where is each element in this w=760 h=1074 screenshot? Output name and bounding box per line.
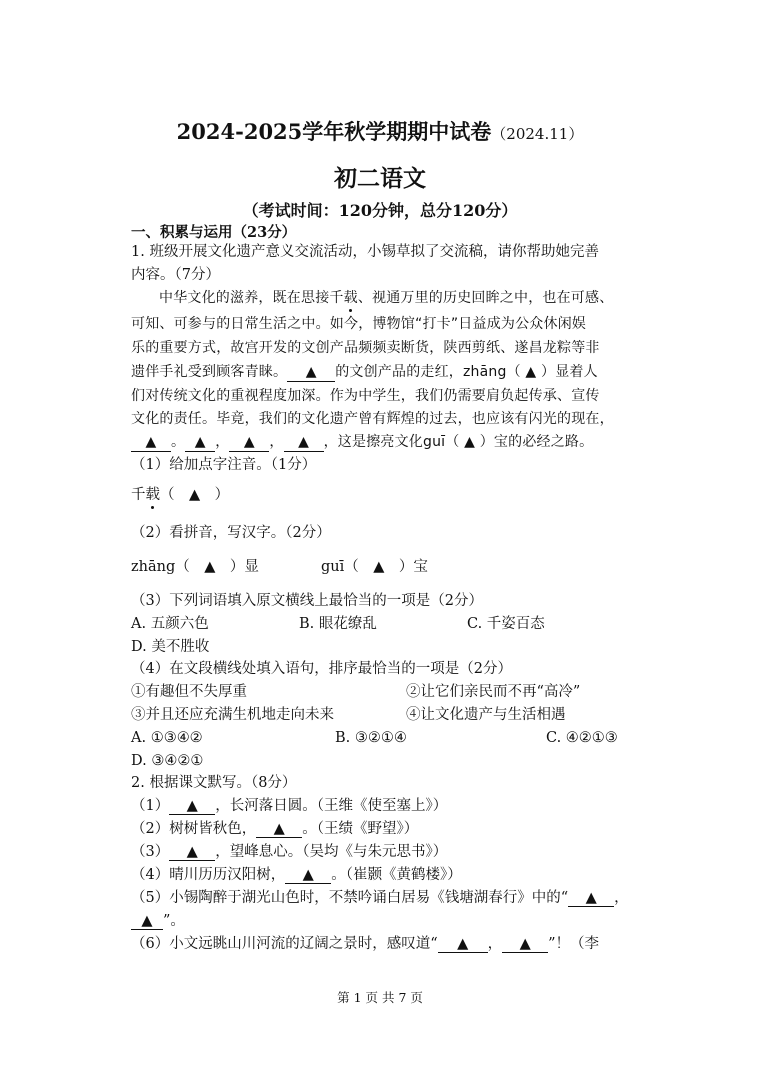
- q2-line-2: （2）树树皆秋色， ▲ 。（王绩《野望》）: [131, 820, 419, 837]
- exam-info: （考试时间：120分钟，总分120分）: [242, 201, 518, 220]
- answer-blank[interactable]: ▲: [568, 889, 614, 907]
- q1-sub4-item-4: ④让文化遗产与生活相遇: [406, 707, 566, 723]
- q1-sub4-item-1: ①有趣但不失厚重: [131, 684, 247, 700]
- page-footer: 第 1 页 共 7 页: [337, 990, 423, 1005]
- q1-sub3: （3）下列词语填入原文横线上最恰当的一项是（2分）: [131, 593, 483, 609]
- q1-sub4: （4）在文段横线处填入语句，排序最恰当的一项是（2分）: [131, 661, 512, 677]
- exam-title: [0, 116, 760, 146]
- answer-blank[interactable]: ▲: [169, 843, 215, 861]
- answer-blank[interactable]: ▲: [169, 797, 215, 815]
- q1-sub4-item-2: ②让它们亲民而不再“高冷”: [406, 684, 581, 700]
- q1-intro-line1: 1. 班级开展文化遗产意义交流活动，小锡草拟了交流稿，请你帮助她完善: [131, 244, 599, 260]
- q2-line-1: （1） ▲ ，长河落日圆。（王维《使至塞上》）: [131, 797, 448, 814]
- passage-line-2: 可知、可参与的日常生活之中。如今，博物馆“打卡”日益成为公众休闲娱: [131, 316, 587, 332]
- answer-blank[interactable]: ▲: [256, 820, 302, 838]
- q1-sub3-option-d[interactable]: D. 美不胜收: [131, 639, 210, 655]
- q2-intro: 2. 根据课文默写。（8分）: [131, 775, 297, 791]
- exam-subject: 初二语文: [334, 165, 426, 192]
- q2-line-5-cont: ▲ ”。: [131, 911, 185, 931]
- q1-sub4-option-c[interactable]: C. ④②①③: [546, 730, 618, 746]
- exam-title-text: 2024-2025学年秋学期期中试卷: [176, 119, 492, 144]
- q1-intro-line2: 内容。（7分）: [131, 267, 220, 283]
- q1-sub3-option-b[interactable]: B. 眼花缭乱: [299, 616, 377, 632]
- q1-sub3-option-c[interactable]: C. 千姿百态: [467, 616, 545, 632]
- answer-blank[interactable]: ▲: [285, 866, 331, 884]
- passage-line-6: 文化的责任。毕竟，我们的文化遗产曾有辉煌的过去，也应该有闪光的现在，: [131, 411, 614, 427]
- q1-sub1: （1）给加点字注音。（1分）: [131, 457, 317, 473]
- q2-line-6: （6）小文远眺山川河流的辽阔之景时，感叹道“ ▲ ， ▲ ”！（李: [131, 935, 600, 952]
- exam-date: （2024.11）: [491, 125, 584, 143]
- q1-sub4-item-3: ③并且还应充满生机地走向未来: [131, 707, 334, 723]
- answer-blank[interactable]: ▲: [131, 912, 163, 930]
- q1-sub2: （2）看拼音，写汉字。（2分）: [131, 525, 331, 541]
- q1-sub2-pinyin-a: zhāng（ ▲ ）显: [131, 559, 259, 575]
- answer-blank[interactable]: ▲: [284, 434, 324, 452]
- q1-sub2-pinyin-b: guī（ ▲ ）宝: [321, 559, 428, 575]
- answer-blank[interactable]: ▲: [229, 434, 269, 452]
- passage-line-4: 遗伴手礼受到顾客青睐。 ▲ 的文创产品的走红，zhāng（ ▲ ）显着人: [131, 364, 598, 380]
- passage-line-5: 们对传统文化的重视程度加深。作为中学生，我们仍需要肩负起传承、宣传: [131, 388, 600, 404]
- dotted-char: 载: [343, 290, 358, 306]
- q2-line-5: （5）小锡陶醉于湖光山色时，不禁吟诵白居易《钱塘湖春行》中的“ ▲ ，: [131, 889, 629, 906]
- q1-sub3-option-a[interactable]: A. 五颜六色: [131, 616, 209, 632]
- q2-line-3: （3） ▲ ，望峰息心。（吴均《与朱元思书》）: [131, 843, 448, 860]
- passage-line-7: ▲ 。 ▲ ， ▲ ， ▲ ，这是擦亮文化guī（ ▲ ）宝的必经之路。: [131, 432, 593, 452]
- dotted-char: 载: [145, 487, 160, 503]
- answer-blank[interactable]: ▲: [185, 434, 215, 452]
- q1-sub1-answer: 千载（ ▲ ）: [131, 487, 230, 503]
- answer-blank[interactable]: ▲: [131, 434, 171, 452]
- answer-blank[interactable]: ▲: [287, 364, 335, 382]
- answer-blank[interactable]: ▲: [502, 935, 548, 953]
- passage-line-1: 中华文化的滋养，既在思接千载、视通万里的历史回眸之中，也在可感、: [159, 290, 614, 306]
- section-heading: 一、积累与运用（23分）: [131, 224, 297, 241]
- q1-sub4-option-a[interactable]: A. ①③④②: [131, 730, 203, 746]
- passage-line-3: 乐的重要方式，故宫开发的文创产品频频卖断货，陕西剪纸、遂昌龙粽等非: [131, 340, 600, 356]
- q1-sub4-option-b[interactable]: B. ③②①④: [335, 730, 407, 746]
- q2-line-4: （4）晴川历历汉阳树， ▲ 。（崔颢《黄鹤楼》）: [131, 866, 462, 883]
- q1-sub4-option-d[interactable]: D. ③④②①: [131, 753, 204, 769]
- answer-blank[interactable]: ▲: [438, 935, 488, 953]
